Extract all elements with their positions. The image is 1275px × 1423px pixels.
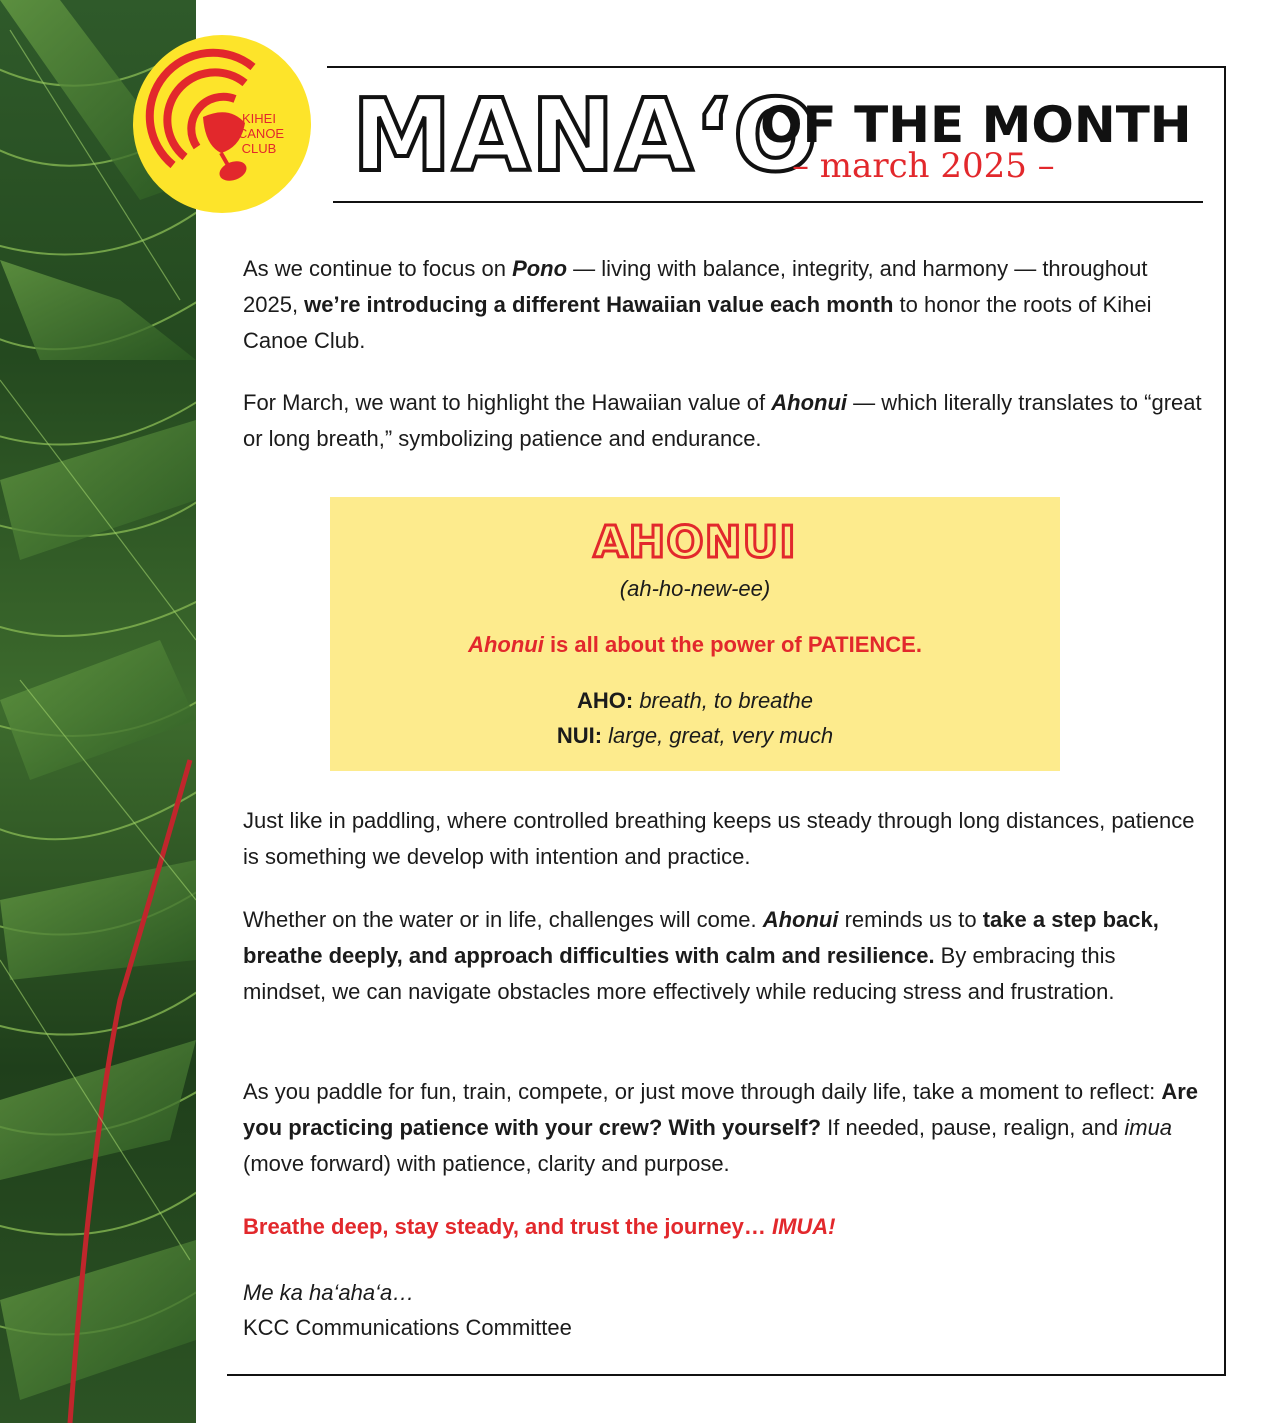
frame-bottom-border [227, 1374, 1226, 1376]
logo-text-club: CLUB [241, 141, 277, 156]
callout-word: AHONUI [593, 517, 797, 568]
body-paragraph-paddling: Just like in paddling, where controlled breathing keeps us steady through long distances, patience is something we develop with intention and practice. [243, 808, 1195, 869]
intro-bold-statement: we’re introducing a different Hawaiian value each month [304, 292, 894, 317]
callout-nui-definition: NUI: large, great, very much [556, 723, 834, 748]
frame-right-border [1224, 66, 1226, 1376]
signoff: Me ka ha‘aha‘a… [243, 1280, 415, 1305]
body-paragraph-challenges: Whether on the water or in life, challenges will come. Ahonui reminds us to take a step back, breathe deeply, and approach difficulties with calm and resilience. By embracing this mindset, we can navigate obstacles more effectively while reducing stress and frustration. [243, 907, 1159, 1004]
palm-leaves-image [0, 0, 196, 1423]
intro-paragraph-1: As we continue to focus on Pono — living with balance, integrity, and harmony — throughout 2025, we’re introducing a different Hawaiian value each month to honor the roots of Kihei Canoe Club. [243, 256, 1152, 353]
month-date-label: – march 2025 – [792, 146, 1055, 186]
callout-aho-definition: AHO: breath, to breathe [576, 688, 813, 713]
logo-text-kihei: KIHEI [242, 111, 276, 126]
callout-tagline: Ahonui is all about the power of PATIENCE. [468, 632, 922, 657]
pono-term: Pono [512, 256, 568, 281]
title-divider [333, 201, 1203, 203]
closing-line: Breathe deep, stay steady, and trust the journey… IMUA! [243, 1214, 836, 1239]
logo-text-canoe: CANOE [237, 126, 285, 141]
callout-pronunciation: (ah-ho-new-ee) [619, 576, 771, 601]
intro-paragraph-2: For March, we want to highlight the Hawaiian value of Ahonui — which literally translates to “great or long breath,” symbolizing patience and endurance. [243, 390, 1202, 451]
page-title-of-the-month: OF THE MONTH [760, 96, 1192, 154]
frame-top-border [327, 66, 1226, 68]
ahonui-term: Ahonui [771, 390, 848, 415]
kihei-canoe-club-logo [133, 35, 311, 213]
page-title-manao: MANA‘O [352, 77, 819, 194]
ahonui-callout-box [330, 497, 1060, 771]
signature: KCC Communications Committee [243, 1315, 572, 1340]
body-paragraph-reflect: As you paddle for fun, train, compete, or just move through daily life, take a moment to reflect: Are you practicing patience with your crew? With yourself? If needed, pause, realign, and imua (move forward) with patience, clarity and purpose. [243, 1079, 1199, 1176]
